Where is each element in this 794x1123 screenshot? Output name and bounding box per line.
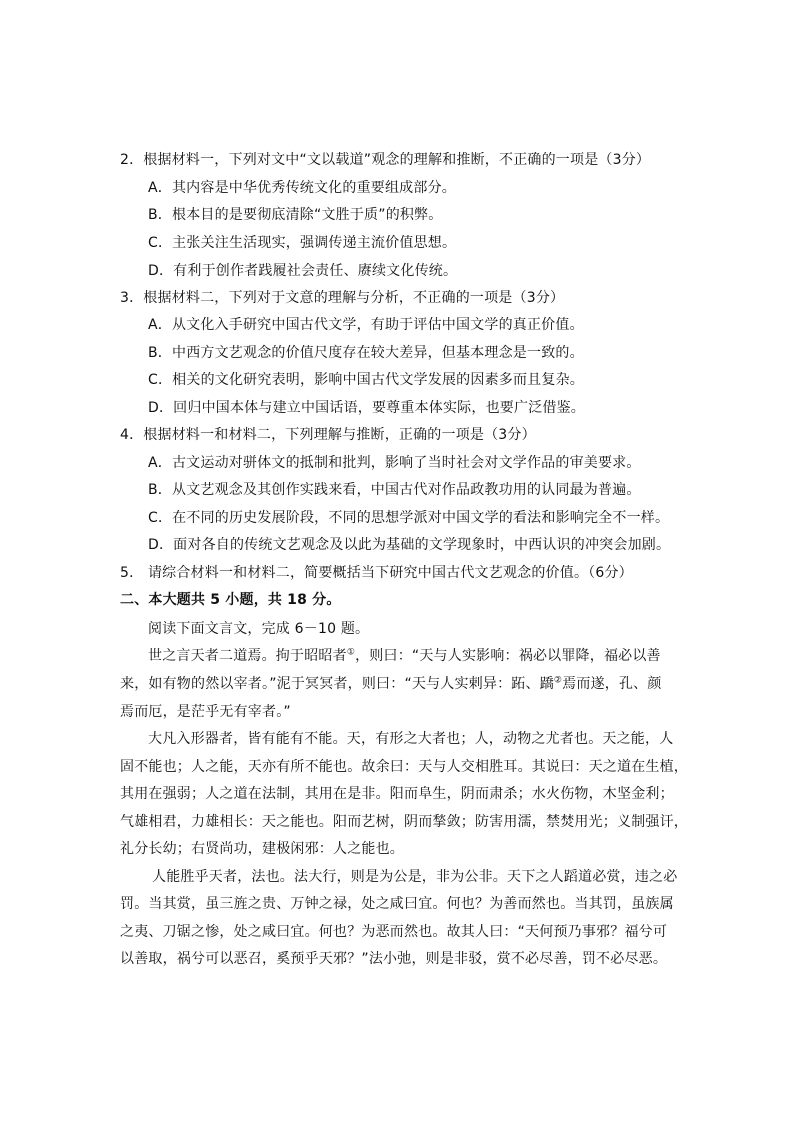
question-4-option-b: B．从文艺观念及其创作实践来看，中国古代对作品政教功用的认同最为普遍。	[148, 482, 641, 498]
question-2-stem: 2．根据材料一，下列对文中“文以载道”观念的理解和推断，不正确的一项是（3分）	[120, 152, 651, 168]
para2-line: 大凡入形器者，皆有能有不能。天，有形之大者也；人，动物之尤者也。天之能，人	[148, 731, 674, 747]
question-3-option-c: C．相关的文化研究表明，影响中国古代文学发展的因素多而且复杂。	[148, 372, 584, 388]
question-4-option-a: A．古文运动对骈体文的抵制和批判，影响了当时社会对文学作品的审美要求。	[148, 455, 641, 471]
question-4-option-c: C．在不同的历史发展阶段，不同的思想学派对中国文学的看法和影响完全不一样。	[148, 510, 670, 526]
para2-line: 其用在强弱；人之道在法制，其用在是非。阳而阜生，阴而肃杀；水火伤物，木坚金利；	[120, 786, 674, 802]
para3-line: 罚。当其赏，虽三旌之贵、万钟之禄，处之咸曰宜。何也？为善而然也。当其罚，虽族属	[120, 896, 674, 912]
para2-line: 固不能也；人之能，天亦有所不能也。故余曰：天与人交相胜耳。其说曰：天之道在生植，	[120, 759, 688, 775]
para3-line: 人能胜乎天者，法也。法大行，则是为公是，非为公非。天下之人蹈道必赏，违之必	[152, 869, 678, 885]
question-2-option-a: A．其内容是中华优秀传统文化的重要组成部分。	[148, 180, 456, 196]
section-2-heading: 二、本大题共 5 小题，共 18 分。	[120, 592, 341, 608]
para3-line: 以善取，祸兮可以恶召，奚预乎天邪？”法小弛，则是非驳，赏不必尽善，罚不必尽恶。	[120, 951, 668, 967]
para1-line2: 来，如有物的然以宰者。”泥于冥冥者，则曰：“天与人实剌异：跖、蹻②焉而遂，孔、颜	[120, 675, 662, 692]
question-2-option-c: C．主张关注生活现实，强调传递主流价值思想。	[148, 235, 457, 251]
para2-line: 礼分长幼；右贤尚功，建极闲邪：人之能也。	[120, 841, 404, 857]
para2-line: 气雄相君，力雄相长：天之能也。阳而艺树，阴而揫敛；防害用濡，禁焚用光；义制强讦，	[120, 814, 688, 830]
question-3-option-a: A．从文化入手研究中国古代文学，有助于评估中国文学的真正价值。	[148, 317, 584, 333]
reading-instruction: 阅读下面文言文，完成 6－10 题。	[148, 621, 370, 637]
question-4-option-d: D．面对各自的传统文艺观念及以此为基础的文学现象时，中西认识的冲突会加剧。	[148, 537, 671, 553]
question-3-option-b: B．中西方文艺观念的价值尺度存在较大差异，但基本理念是一致的。	[148, 345, 584, 361]
question-5-stem: 5． 请综合材料一和材料二，简要概括当下研究中国古代文艺观念的价值。（6分）	[120, 565, 633, 581]
question-3-option-d: D．回归中国本体与建立中国话语，要尊重本体实际，也要广泛借鉴。	[148, 400, 585, 416]
para1-line1: 世之言天者二道焉。拘于昭昭者①，则曰：“天与人实影响：祸必以罪降，福必以善	[148, 647, 661, 664]
question-2-option-b: B．根本目的是要彻底清除“文胜于质”的积弊。	[148, 207, 443, 223]
question-4-stem: 4．根据材料一和材料二，下列理解与推断，正确的一项是（3分）	[120, 427, 536, 443]
question-3-stem: 3．根据材料二，下列对于文意的理解与分析，不正确的一项是（3分）	[120, 290, 565, 306]
para3-line: 之夷、刀锯之惨，处之咸曰宜。何也？为恶而然也。故其人曰：“天何预乃事邪？福兮可	[120, 924, 668, 940]
para1-line3: 焉而厄，是茫乎无有宰者。”	[120, 704, 291, 720]
question-2-option-d: D．有利于创作者践履社会责任、赓续文化传统。	[148, 263, 458, 279]
